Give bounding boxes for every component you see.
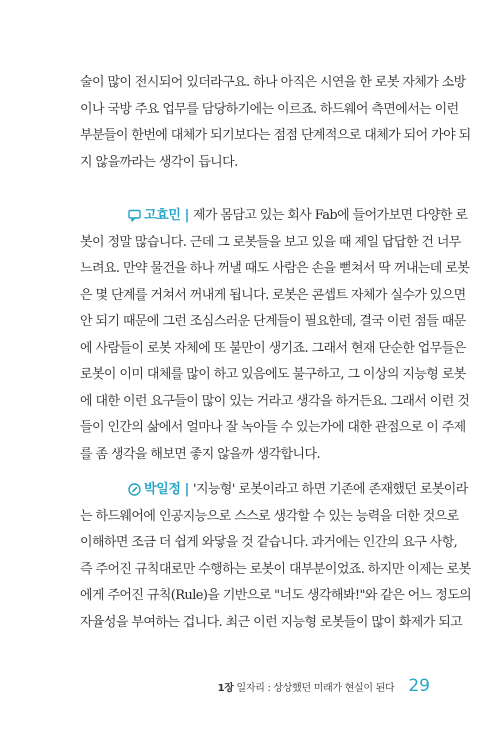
paragraph-line: 은 몇 단계를 거쳐서 꺼내게 됩니다. 로봇은 콘셉트 자체가 실수가 있으면 bbox=[80, 287, 466, 303]
running-footer-chapter bbox=[218, 679, 395, 694]
paragraph-line: 에 사람들이 로봇 자체에 또 불만이 생기죠. 그래서 현재 단순한 업무들은 bbox=[80, 340, 466, 356]
page-number: 29 bbox=[408, 676, 430, 696]
paragraph-line: 들이 인간의 삶에서 얼마나 잘 녹아들 수 있는가에 대한 관점으로 이 주제 bbox=[80, 420, 466, 435]
paragraph-line: 느려요. 만약 물건을 하나 꺼낼 때도 사람은 손을 뻗쳐서 딱 꺼내는데 로봇 bbox=[80, 261, 470, 276]
speaker-name: 고효민 bbox=[144, 208, 181, 223]
paragraph-line: 술이 많이 전시되어 있더라구요. 하나 아직은 시연을 한 로봇 자체가 소방 bbox=[80, 75, 466, 90]
chat-bubble-icon bbox=[128, 209, 141, 222]
paragraph-line: 즉 주어진 규칙대로만 수행하는 로봇이 대부분이었죠. 하지만 이제는 로봇 bbox=[80, 561, 471, 577]
paragraph-2 bbox=[80, 206, 470, 471]
paragraph-line: 를 좀 생각을 해보면 좋지 않을까 생각합니다. bbox=[80, 446, 320, 462]
paragraph-3 bbox=[80, 480, 472, 639]
page-footer bbox=[80, 676, 430, 696]
paragraph-line: 지 않을까라는 생각이 듭니다. bbox=[80, 154, 238, 170]
paragraph-line: 이나 국방 주요 업무를 담당하기에는 이르죠. 하드웨어 측면에서는 이런 bbox=[80, 101, 459, 117]
pen-circle-icon bbox=[128, 483, 141, 496]
speaker-label: 고효민 | bbox=[128, 206, 189, 225]
paragraph-line: 로봇이 이미 대체를 많이 하고 있음에도 불구하고, 그 이상의 지능형 로봇 bbox=[80, 367, 466, 382]
paragraph-1 bbox=[80, 73, 471, 179]
paragraph-line: 는 하드웨어에 인공지능으로 스스로 생각할 수 있는 능력을 더한 것으로 bbox=[80, 508, 459, 524]
paragraph-line: 안 되기 때문에 그런 조심스러운 단계들이 필요한데, 결국 이런 점들 때문 bbox=[80, 314, 466, 329]
paragraph-line: 제가 몸담고 있는 회사 Fab에 들어가보면 다양한 로 bbox=[192, 208, 468, 223]
paragraph-line: 부분들이 한번에 대체가 되기보다는 점점 단계적으로 대체가 되어 가야 되 bbox=[80, 128, 471, 143]
paragraph-line: 에 대한 이런 요구들이 많이 있는 거라고 생각을 하거든요. 그래서 이런 것 bbox=[80, 393, 470, 409]
speaker-name: 박일정 bbox=[144, 482, 181, 497]
chapter-label: 1장 bbox=[217, 683, 234, 694]
paragraph-line: 이해하면 조금 더 쉽게 와닿을 것 같습니다. 과거에는 인간의 요구 사항, bbox=[80, 535, 458, 550]
paragraph-line: 자율성을 부여하는 겁니다. 최근 이런 지능형 로봇들이 많이 화제가 되고 bbox=[80, 614, 463, 630]
paragraph-line: 에게 주어진 규칙(Rule)을 기반으로 "너도 생각해봐!"와 같은 어느 정도의 bbox=[80, 588, 472, 603]
speaker-label: 박일정 | bbox=[128, 480, 189, 499]
paragraph-line: 봇이 정말 많습니다. 근데 그 로봇들을 보고 있을 때 제일 답답한 건 너무 bbox=[80, 234, 461, 250]
paragraph-first-line bbox=[80, 480, 468, 499]
chapter-title: 일자리 : 상상했던 미래가 현실이 된다 bbox=[236, 683, 395, 694]
paragraph-first-line bbox=[80, 206, 468, 225]
paragraph-line: '지능형' 로봇이라고 하면 기존에 존재했던 로봇이라 bbox=[192, 482, 468, 497]
